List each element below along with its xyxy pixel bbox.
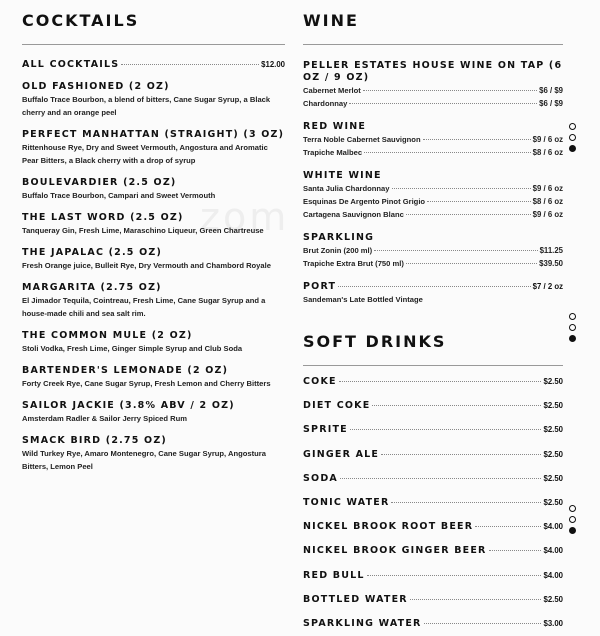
dot-leader bbox=[367, 575, 542, 576]
cocktail-name: MARGARITA (2.75 OZ) bbox=[22, 282, 162, 293]
cocktail-name: BOULEVARDIER (2.5 OZ) bbox=[22, 177, 177, 188]
wine-section-title: SPARKLING bbox=[303, 232, 375, 243]
item-name: RED BULL bbox=[303, 569, 365, 581]
item-name: GINGER ALE bbox=[303, 448, 380, 460]
cocktail-name: BARTENDER'S LEMONADE (2 OZ) bbox=[22, 365, 229, 376]
cocktail-desc: Rittenhouse Rye, Dry and Sweet Vermouth, Angostura and Aromatic Pear Bitters, a Black cherry with a drop of syrup bbox=[22, 143, 268, 165]
item-price: $39.50 bbox=[539, 259, 563, 268]
item-price: $3.00 bbox=[543, 618, 563, 628]
item-price: $2.50 bbox=[543, 473, 563, 483]
page-dot-active[interactable] bbox=[569, 145, 576, 152]
port-row bbox=[303, 281, 563, 293]
cocktail-name: THE LAST WORD (2.5 OZ) bbox=[22, 212, 184, 223]
cocktail-item bbox=[22, 212, 285, 237]
item-name: Esquinas De Argento Pinot Grigio bbox=[303, 197, 426, 206]
item-name: NICKEL BROOK ROOT BEER bbox=[303, 521, 474, 533]
wine-item bbox=[303, 195, 563, 208]
cocktail-item bbox=[22, 282, 285, 320]
item-price: $6 / $9 bbox=[539, 99, 563, 108]
wine-column bbox=[303, 0, 563, 636]
dot-leader bbox=[349, 103, 537, 104]
cocktail-name: THE JAPALAC (2.5 OZ) bbox=[22, 247, 163, 258]
wine-section-title: RED WINE bbox=[303, 121, 367, 132]
wine-item bbox=[303, 146, 563, 159]
item-price: $8 / 6 oz bbox=[532, 148, 563, 157]
soft-drink-row bbox=[303, 515, 563, 539]
cocktail-item bbox=[22, 400, 285, 425]
soft-drink-row bbox=[303, 443, 563, 467]
item-price: $2.50 bbox=[543, 401, 563, 411]
wine-item bbox=[303, 84, 563, 97]
cocktail-item bbox=[22, 81, 285, 119]
dot-leader bbox=[406, 214, 531, 215]
page-dot[interactable] bbox=[569, 324, 576, 331]
wine-section bbox=[303, 232, 563, 270]
soft-drink-row bbox=[303, 370, 563, 394]
item-price: $2.50 bbox=[543, 594, 563, 604]
item-name: Cartagena Sauvignon Blanc bbox=[303, 210, 404, 219]
page-dot[interactable] bbox=[569, 516, 576, 523]
dot-leader bbox=[372, 405, 541, 406]
cocktail-item bbox=[22, 129, 285, 167]
item-name: Trapiche Malbec bbox=[303, 148, 363, 157]
item-price: $2.50 bbox=[543, 497, 563, 507]
dot-leader bbox=[406, 263, 537, 264]
item-price: $4.00 bbox=[543, 522, 563, 532]
dot-leader bbox=[475, 526, 541, 527]
soft-drink-row bbox=[303, 418, 563, 442]
cocktail-name: THE COMMON MULE (2 OZ) bbox=[22, 330, 193, 341]
page-dot[interactable] bbox=[569, 123, 576, 130]
wine-section bbox=[303, 170, 563, 221]
cocktail-desc: Wild Turkey Rye, Amaro Montenegro, Cane Sugar Syrup, Angostura Bitters, Lemon Peel bbox=[22, 449, 266, 471]
page-dot[interactable] bbox=[569, 505, 576, 512]
dot-leader bbox=[350, 429, 542, 430]
item-price: $11.25 bbox=[539, 246, 563, 255]
item-price: $4.00 bbox=[543, 570, 563, 580]
item-name: BOTTLED WATER bbox=[303, 593, 408, 605]
dot-leader bbox=[339, 381, 542, 382]
cocktail-item bbox=[22, 247, 285, 272]
port-desc: Sandeman's Late Bottled Vintage bbox=[303, 295, 423, 304]
page-dot[interactable] bbox=[569, 134, 576, 141]
cocktail-desc: Amsterdam Radler & Sailor Jerry Spiced Rum bbox=[22, 414, 188, 423]
item-price: $12.00 bbox=[261, 60, 285, 69]
wine-section-title: PELLER ESTATES HOUSE WINE ON TAP (6 OZ / 9 OZ) bbox=[303, 60, 563, 83]
dot-leader bbox=[338, 286, 530, 287]
soft-drinks-title: SOFT DRINKS bbox=[303, 312, 563, 366]
soft-drink-row bbox=[303, 612, 563, 636]
dot-leader bbox=[424, 623, 542, 624]
page-dot-active[interactable] bbox=[569, 335, 576, 342]
soft-drink-row bbox=[303, 588, 563, 612]
wine-section bbox=[303, 121, 563, 159]
cocktail-item bbox=[22, 365, 285, 390]
cocktail-item bbox=[22, 435, 285, 473]
item-name: NICKEL BROOK GINGER BEER bbox=[303, 545, 487, 557]
wine-item bbox=[303, 244, 563, 257]
page-dot[interactable] bbox=[569, 313, 576, 320]
wine-title: WINE bbox=[303, 0, 563, 45]
cocktail-name: SAILOR JACKIE (3.8% ABV / 2 OZ) bbox=[22, 400, 235, 411]
wine-item bbox=[303, 208, 563, 221]
item-name: Trapiche Extra Brut (750 ml) bbox=[303, 259, 404, 268]
all-cocktails-row bbox=[22, 59, 285, 71]
cocktail-name: OLD FASHIONED (2 OZ) bbox=[22, 81, 170, 92]
item-name: Terra Noble Cabernet Sauvignon bbox=[303, 135, 421, 144]
item-name: SPRITE bbox=[303, 424, 348, 436]
item-name: Santa Julia Chardonnay bbox=[303, 184, 390, 193]
wine-item bbox=[303, 182, 563, 195]
dot-leader bbox=[374, 250, 537, 251]
cocktail-name: PERFECT MANHATTAN (STRAIGHT) (3 OZ) bbox=[22, 129, 285, 140]
cocktail-item bbox=[22, 330, 285, 355]
cocktail-desc: Buffalo Trace Bourbon, a blend of bitters, Cane Sugar Syrup, a Black cherry and an orange peel bbox=[22, 95, 271, 117]
dot-leader bbox=[391, 502, 541, 503]
cocktail-name: SMACK BIRD (2.75 OZ) bbox=[22, 435, 167, 446]
item-price: $2.50 bbox=[543, 377, 563, 386]
dot-leader bbox=[121, 64, 259, 65]
scroll-dots-1[interactable] bbox=[569, 123, 576, 152]
wine-item bbox=[303, 257, 563, 270]
dot-leader bbox=[392, 188, 531, 189]
item-name: SPARKLING WATER bbox=[303, 617, 422, 629]
watermark: zom bbox=[200, 195, 290, 239]
item-name: Cabernet Merlot bbox=[303, 86, 361, 95]
dot-leader bbox=[410, 599, 542, 600]
item-name: ALL COCKTAILS bbox=[22, 59, 120, 70]
soft-drink-row bbox=[303, 539, 563, 563]
item-price: $7 / 2 oz bbox=[532, 282, 563, 291]
item-price: $8 / 6 oz bbox=[532, 197, 563, 206]
dot-leader bbox=[340, 478, 542, 479]
item-price: $9 / 6 oz bbox=[532, 135, 563, 144]
cocktails-column bbox=[22, 0, 285, 473]
dot-leader bbox=[423, 139, 531, 140]
item-name: DIET COKE bbox=[303, 400, 371, 412]
item-name: PORT bbox=[303, 281, 337, 292]
scroll-dots-2[interactable] bbox=[569, 313, 576, 342]
wine-section bbox=[303, 60, 563, 110]
scroll-dots-3[interactable] bbox=[569, 505, 576, 534]
item-name: SODA bbox=[303, 472, 338, 484]
cocktail-desc: Stoli Vodka, Fresh Lime, Ginger Simple Syrup and Club Soda bbox=[22, 344, 243, 353]
dot-leader bbox=[363, 90, 537, 91]
cocktails-title: COCKTAILS bbox=[22, 0, 285, 45]
item-name: Chardonnay bbox=[303, 99, 348, 108]
soft-drink-row bbox=[303, 564, 563, 588]
cocktail-desc: Buffalo Trace Bourbon, Campari and Sweet Vermouth bbox=[22, 191, 216, 200]
cocktail-desc: El Jimador Tequila, Cointreau, Fresh Lime, Cane Sugar Syrup and a house-made chili and sea salt rim. bbox=[22, 296, 266, 318]
item-price: $9 / 6 oz bbox=[532, 184, 563, 193]
item-price: $9 / 6 oz bbox=[532, 210, 563, 219]
wine-section-title: WHITE WINE bbox=[303, 170, 382, 181]
item-price: $2.50 bbox=[543, 449, 563, 459]
item-name: COKE bbox=[303, 376, 337, 387]
dot-leader bbox=[427, 201, 531, 202]
page-dot-active[interactable] bbox=[569, 527, 576, 534]
wine-item bbox=[303, 97, 563, 110]
dot-leader bbox=[381, 454, 541, 455]
item-name: TONIC WATER bbox=[303, 496, 390, 508]
soft-drink-row bbox=[303, 394, 563, 418]
soft-drink-row bbox=[303, 491, 563, 515]
cocktail-item bbox=[22, 177, 285, 202]
wine-item bbox=[303, 133, 563, 146]
dot-leader bbox=[489, 550, 542, 551]
dot-leader bbox=[364, 152, 531, 153]
cocktail-desc: Tanqueray Gin, Fresh Lime, Maraschino Liqueur, Green Chartreuse bbox=[22, 226, 264, 235]
item-price: $2.50 bbox=[543, 425, 563, 435]
cocktail-desc: Fresh Orange juice, Bulleit Rye, Dry Vermouth and Chambord Royale bbox=[22, 261, 271, 270]
item-name: Brut Zonin (200 ml) bbox=[303, 246, 373, 255]
soft-drink-row bbox=[303, 467, 563, 491]
item-price: $6 / $9 bbox=[539, 86, 563, 95]
cocktail-desc: Forty Creek Rye, Cane Sugar Syrup, Fresh Lemon and Cherry Bitters bbox=[22, 379, 271, 388]
item-price: $4.00 bbox=[543, 546, 563, 556]
